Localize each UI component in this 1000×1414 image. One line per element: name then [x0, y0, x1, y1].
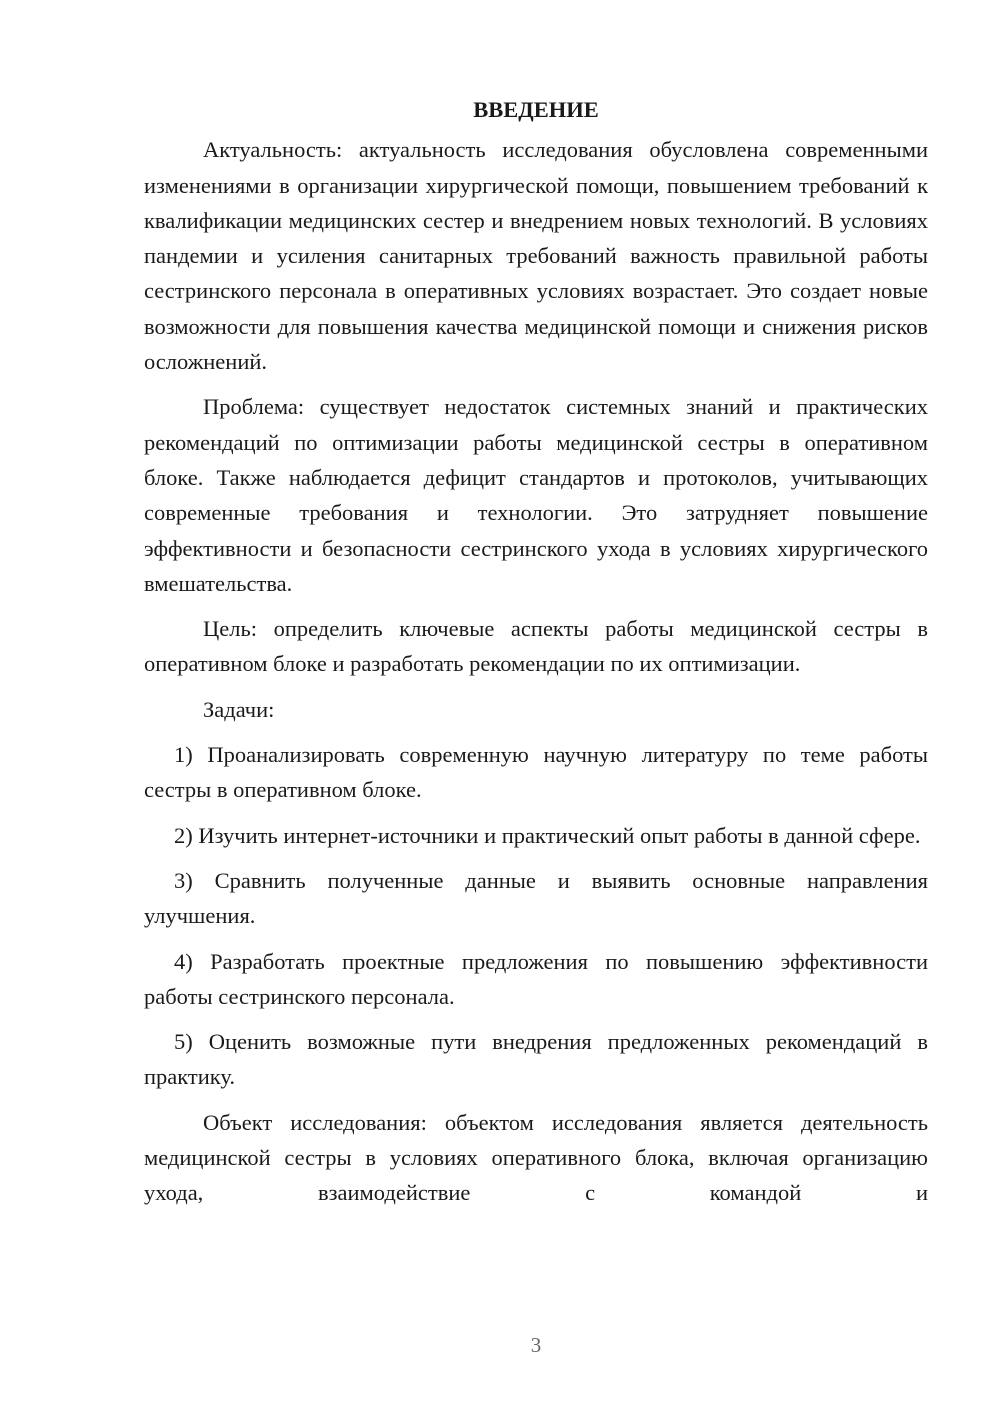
paragraph-relevance: Актуальность: актуальность исследования обусловлена современными изменениями в организации хирургической помощи, повышением требований к квалификации медицинских сестер и внедрением новых технологий. В условиях пандемии и усиления санитарных требований важность правильной работы сестринского персонала в оперативных условиях возрастает. Это создает новые возможности для повышения качества медицинской помощи и снижения рисков осложнений.	[144, 137, 928, 375]
section-title: ВВЕДЕНИЕ	[473, 97, 599, 122]
paragraph-goal: Цель: определить ключевые аспекты работы медицинской сестры в оперативном блоке и разработать рекомендации по их оптимизации.	[144, 616, 928, 677]
paragraph-problem: Проблема: существует недостаток системных знаний и практических рекомендаций по оптимизации работы медицинской сестры в оперативном блоке. Также наблюдается дефицит стандартов и протоколов, учитывающих современные требования и технологии. Это затрудняет повышение эффективности и безопасности сестринского ухода в условиях хирургического вмешательства.	[144, 394, 928, 596]
task-item-5: 5) Оценить возможные пути внедрения предложенных рекомендаций в практику.	[144, 1029, 928, 1090]
page-content	[144, 92, 928, 1221]
task-item-2: 2) Изучить интернет-источники и практический опыт работы в данной сфере.	[174, 822, 921, 848]
page-number: 3	[530, 1333, 542, 1357]
task-item-1: 1) Проанализировать современную научную литературу по теме работы сестры в оперативном блоке.	[144, 742, 928, 803]
task-item-3: 3) Сравнить полученные данные и выявить основные направления улучшения.	[144, 867, 928, 929]
paragraph-object: Объект исследования: объектом исследования является деятельность медицинской сестры в условиях оперативного блока, включая организацию ухода, взаимодействие с командой и	[144, 1109, 928, 1206]
task-item-4: 4) Разработать проектные предложения по повышению эффективности работы сестринского персонала.	[144, 948, 928, 1009]
tasks-heading: Задачи:	[203, 696, 275, 722]
